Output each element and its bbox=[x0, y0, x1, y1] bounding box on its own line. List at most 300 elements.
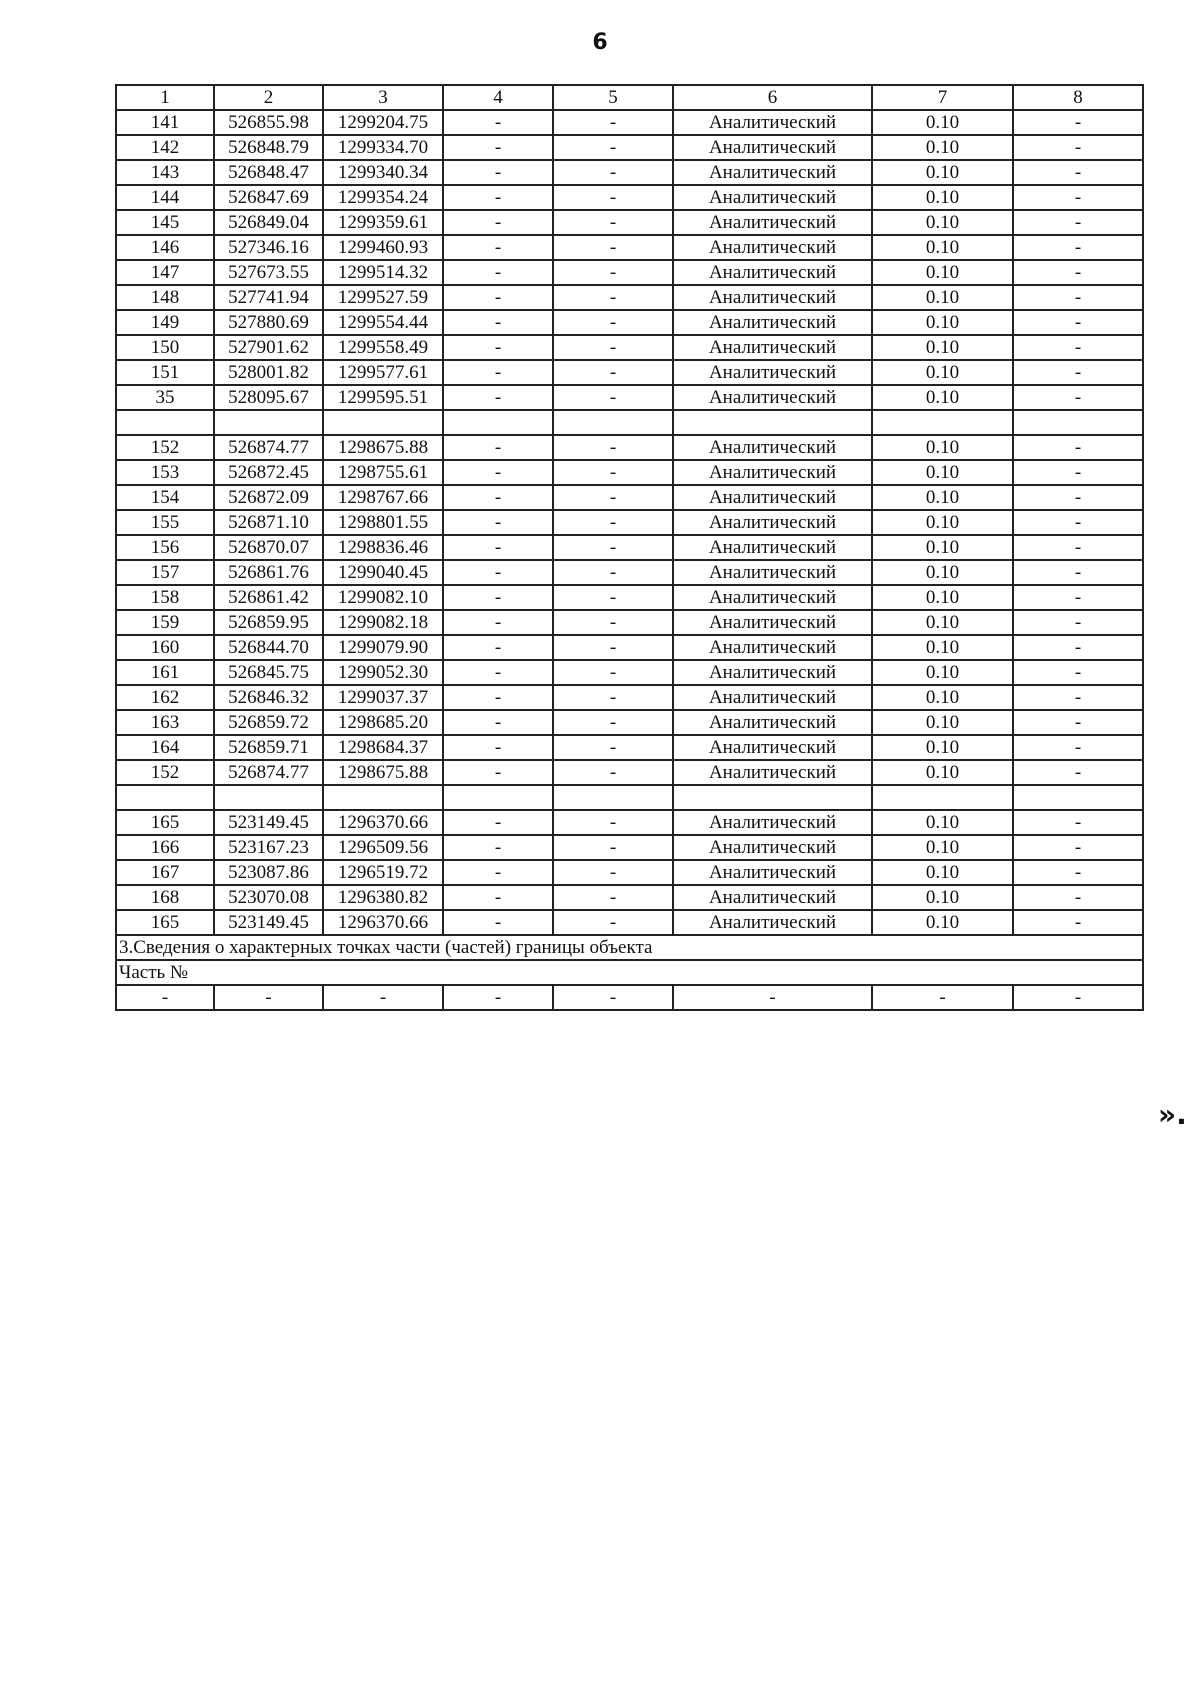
table-cell: - bbox=[1013, 110, 1143, 135]
table-cell: 144 bbox=[116, 185, 214, 210]
table-cell: Аналитический bbox=[673, 710, 872, 735]
table-cell: - bbox=[1013, 835, 1143, 860]
coordinates-sheet bbox=[115, 84, 1142, 1011]
table-cell: 1299340.34 bbox=[323, 160, 443, 185]
table-cell: Аналитический bbox=[673, 885, 872, 910]
table-cell: - bbox=[553, 110, 673, 135]
table-cell: Аналитический bbox=[673, 635, 872, 660]
table-cell: 142 bbox=[116, 135, 214, 160]
table-cell: - bbox=[1013, 435, 1143, 460]
table-cell: - bbox=[1013, 535, 1143, 560]
table-row bbox=[116, 185, 1143, 210]
table-cell: 527880.69 bbox=[214, 310, 323, 335]
table-cell bbox=[1013, 410, 1143, 435]
table-cell: 162 bbox=[116, 685, 214, 710]
table-cell: 157 bbox=[116, 560, 214, 585]
header-cell: 2 bbox=[214, 85, 323, 110]
table-cell: - bbox=[443, 160, 553, 185]
table-cell: - bbox=[443, 660, 553, 685]
table-cell: 526855.98 bbox=[214, 110, 323, 135]
table-cell: 1298684.37 bbox=[323, 735, 443, 760]
page-number: 6 bbox=[592, 30, 608, 55]
table-cell: - bbox=[1013, 985, 1143, 1010]
table-cell: 0.10 bbox=[872, 185, 1013, 210]
table-cell: 527346.16 bbox=[214, 235, 323, 260]
table-cell: - bbox=[1013, 385, 1143, 410]
table-cell: 526844.70 bbox=[214, 635, 323, 660]
table-cell: - bbox=[872, 985, 1013, 1010]
table-cell: 526874.77 bbox=[214, 760, 323, 785]
table-row bbox=[116, 835, 1143, 860]
table-cell: - bbox=[1013, 585, 1143, 610]
empty-part-row bbox=[116, 985, 1143, 1010]
section-title-row bbox=[116, 935, 1143, 960]
table-cell: 1299040.45 bbox=[323, 560, 443, 585]
table-cell: 0.10 bbox=[872, 660, 1013, 685]
table-cell: Аналитический bbox=[673, 660, 872, 685]
table-cell: 168 bbox=[116, 885, 214, 910]
table-cell: - bbox=[553, 610, 673, 635]
table-cell: 526870.07 bbox=[214, 535, 323, 560]
table-cell: 526847.69 bbox=[214, 185, 323, 210]
header-cell: 8 bbox=[1013, 85, 1143, 110]
table-cell: - bbox=[553, 485, 673, 510]
table-cell: 0.10 bbox=[872, 585, 1013, 610]
table-cell: 0.10 bbox=[872, 310, 1013, 335]
table-cell: Аналитический bbox=[673, 210, 872, 235]
table-cell: 161 bbox=[116, 660, 214, 685]
table-cell: 164 bbox=[116, 735, 214, 760]
table-cell: 151 bbox=[116, 360, 214, 385]
table-cell: 0.10 bbox=[872, 560, 1013, 585]
table-cell: 149 bbox=[116, 310, 214, 335]
table-cell: - bbox=[443, 385, 553, 410]
table-cell: 143 bbox=[116, 160, 214, 185]
table-cell: - bbox=[443, 310, 553, 335]
table-cell: 0.10 bbox=[872, 460, 1013, 485]
table-cell: Аналитический bbox=[673, 110, 872, 135]
table-cell: - bbox=[443, 860, 553, 885]
table-cell: - bbox=[443, 210, 553, 235]
table-row bbox=[116, 360, 1143, 385]
table-cell: - bbox=[1013, 285, 1143, 310]
table-cell: - bbox=[553, 860, 673, 885]
table-row bbox=[116, 260, 1143, 285]
table-cell: 159 bbox=[116, 610, 214, 635]
table-cell: 152 bbox=[116, 435, 214, 460]
table-cell: - bbox=[1013, 885, 1143, 910]
table-row bbox=[116, 635, 1143, 660]
table-cell: 526861.76 bbox=[214, 560, 323, 585]
table-cell: 526848.79 bbox=[214, 135, 323, 160]
table-cell: 154 bbox=[116, 485, 214, 510]
table-body bbox=[116, 85, 1143, 1010]
separator-row bbox=[116, 785, 1143, 810]
closing-quote-mark: ». bbox=[1158, 1098, 1187, 1131]
table-cell: 1298675.88 bbox=[323, 435, 443, 460]
table-cell: - bbox=[553, 160, 673, 185]
table-cell: - bbox=[553, 985, 673, 1010]
table-cell: - bbox=[553, 710, 673, 735]
table-cell: 0.10 bbox=[872, 260, 1013, 285]
table-cell: - bbox=[553, 335, 673, 360]
table-row bbox=[116, 335, 1143, 360]
table-cell: - bbox=[553, 810, 673, 835]
table-cell: 1298685.20 bbox=[323, 710, 443, 735]
table-row bbox=[116, 685, 1143, 710]
table-row bbox=[116, 235, 1143, 260]
table-cell: - bbox=[443, 885, 553, 910]
table-row bbox=[116, 885, 1143, 910]
table-cell: Аналитический bbox=[673, 435, 872, 460]
table-cell bbox=[214, 410, 323, 435]
table-cell: 1299558.49 bbox=[323, 335, 443, 360]
table-row bbox=[116, 810, 1143, 835]
table-cell: Аналитический bbox=[673, 835, 872, 860]
table-cell: 0.10 bbox=[872, 635, 1013, 660]
table-row bbox=[116, 560, 1143, 585]
table-cell: 1299359.61 bbox=[323, 210, 443, 235]
table-cell bbox=[323, 785, 443, 810]
table-cell: - bbox=[553, 260, 673, 285]
table-cell: 0.10 bbox=[872, 360, 1013, 385]
table-cell: Аналитический bbox=[673, 335, 872, 360]
header-cell: 4 bbox=[443, 85, 553, 110]
table-cell: 0.10 bbox=[872, 210, 1013, 235]
table-cell: 526859.72 bbox=[214, 710, 323, 735]
table-cell: 1299037.37 bbox=[323, 685, 443, 710]
table-cell: 1299334.70 bbox=[323, 135, 443, 160]
table-cell: - bbox=[443, 335, 553, 360]
table-cell: 0.10 bbox=[872, 835, 1013, 860]
coordinates-table bbox=[115, 84, 1144, 1011]
table-cell: 0.10 bbox=[872, 735, 1013, 760]
table-cell: 528095.67 bbox=[214, 385, 323, 410]
table-row bbox=[116, 310, 1143, 335]
table-cell: - bbox=[443, 985, 553, 1010]
table-cell: - bbox=[1013, 710, 1143, 735]
table-cell: 1299079.90 bbox=[323, 635, 443, 660]
table-cell: - bbox=[553, 635, 673, 660]
table-cell: - bbox=[1013, 160, 1143, 185]
table-cell: - bbox=[443, 535, 553, 560]
table-cell: 1296509.56 bbox=[323, 835, 443, 860]
section-title: 3.Сведения о характерных точках части (частей) границы объекта bbox=[116, 935, 1143, 960]
table-cell: 1298755.61 bbox=[323, 460, 443, 485]
table-cell: 526848.47 bbox=[214, 160, 323, 185]
table-cell: - bbox=[553, 685, 673, 710]
table-cell: - bbox=[1013, 210, 1143, 235]
table-cell: - bbox=[553, 310, 673, 335]
table-row bbox=[116, 285, 1143, 310]
table-row bbox=[116, 510, 1143, 535]
table-cell: 1299052.30 bbox=[323, 660, 443, 685]
table-cell: 145 bbox=[116, 210, 214, 235]
table-cell: 1298836.46 bbox=[323, 535, 443, 560]
table-cell: - bbox=[443, 460, 553, 485]
table-cell: 526872.45 bbox=[214, 460, 323, 485]
table-cell: - bbox=[443, 435, 553, 460]
table-cell: 167 bbox=[116, 860, 214, 885]
table-cell: - bbox=[443, 610, 553, 635]
table-cell: - bbox=[553, 835, 673, 860]
table-cell bbox=[214, 785, 323, 810]
table-cell: - bbox=[443, 735, 553, 760]
table-cell: 0.10 bbox=[872, 910, 1013, 935]
table-cell: 147 bbox=[116, 260, 214, 285]
table-cell: - bbox=[553, 285, 673, 310]
table-cell: 0.10 bbox=[872, 885, 1013, 910]
table-cell: - bbox=[443, 685, 553, 710]
table-cell: 160 bbox=[116, 635, 214, 660]
table-cell: - bbox=[443, 560, 553, 585]
table-cell: 0.10 bbox=[872, 235, 1013, 260]
table-cell: - bbox=[553, 585, 673, 610]
table-cell: - bbox=[443, 235, 553, 260]
table-cell bbox=[323, 410, 443, 435]
table-cell: Аналитический bbox=[673, 510, 872, 535]
table-cell: 1299204.75 bbox=[323, 110, 443, 135]
table-cell: - bbox=[553, 185, 673, 210]
table-cell: 526849.04 bbox=[214, 210, 323, 235]
table-row bbox=[116, 110, 1143, 135]
table-row bbox=[116, 760, 1143, 785]
table-cell: 526861.42 bbox=[214, 585, 323, 610]
table-cell: Аналитический bbox=[673, 685, 872, 710]
header-cell: 1 bbox=[116, 85, 214, 110]
table-cell: - bbox=[553, 910, 673, 935]
table-cell: 523167.23 bbox=[214, 835, 323, 860]
table-cell: 156 bbox=[116, 535, 214, 560]
table-cell: 526871.10 bbox=[214, 510, 323, 535]
table-cell: 1299595.51 bbox=[323, 385, 443, 410]
table-cell: - bbox=[443, 710, 553, 735]
table-row bbox=[116, 210, 1143, 235]
table-cell: 0.10 bbox=[872, 860, 1013, 885]
table-cell bbox=[443, 785, 553, 810]
table-cell bbox=[872, 785, 1013, 810]
table-cell: - bbox=[443, 585, 553, 610]
table-cell: - bbox=[1013, 660, 1143, 685]
table-cell: 0.10 bbox=[872, 160, 1013, 185]
table-cell: - bbox=[443, 910, 553, 935]
table-row bbox=[116, 585, 1143, 610]
table-cell: - bbox=[1013, 810, 1143, 835]
table-cell: 0.10 bbox=[872, 485, 1013, 510]
table-row bbox=[116, 385, 1143, 410]
table-cell: - bbox=[1013, 860, 1143, 885]
table-cell: 155 bbox=[116, 510, 214, 535]
table-cell: 0.10 bbox=[872, 435, 1013, 460]
table-cell: - bbox=[553, 385, 673, 410]
table-row bbox=[116, 485, 1143, 510]
table-cell: 1299514.32 bbox=[323, 260, 443, 285]
table-cell: - bbox=[553, 760, 673, 785]
table-cell: 0.10 bbox=[872, 710, 1013, 735]
table-cell: Аналитический bbox=[673, 160, 872, 185]
table-cell: - bbox=[1013, 460, 1143, 485]
table-cell bbox=[1013, 785, 1143, 810]
table-cell: - bbox=[1013, 135, 1143, 160]
table-cell: Аналитический bbox=[673, 560, 872, 585]
table-row bbox=[116, 710, 1143, 735]
table-cell: - bbox=[553, 360, 673, 385]
header-cell: 5 bbox=[553, 85, 673, 110]
table-cell: 1299527.59 bbox=[323, 285, 443, 310]
table-cell: - bbox=[553, 510, 673, 535]
table-cell: 527741.94 bbox=[214, 285, 323, 310]
table-cell: 1296370.66 bbox=[323, 910, 443, 935]
table-cell: - bbox=[1013, 235, 1143, 260]
table-cell: - bbox=[553, 885, 673, 910]
part-label-row bbox=[116, 960, 1143, 985]
table-cell: 526872.09 bbox=[214, 485, 323, 510]
table-cell: - bbox=[553, 735, 673, 760]
part-label: Часть № bbox=[116, 960, 1143, 985]
table-cell: Аналитический bbox=[673, 460, 872, 485]
table-cell: 0.10 bbox=[872, 510, 1013, 535]
table-cell: - bbox=[1013, 635, 1143, 660]
table-cell: 0.10 bbox=[872, 135, 1013, 160]
table-cell: - bbox=[443, 285, 553, 310]
table-cell: Аналитический bbox=[673, 185, 872, 210]
table-cell: Аналитический bbox=[673, 310, 872, 335]
table-cell: 1299460.93 bbox=[323, 235, 443, 260]
header-cell: 3 bbox=[323, 85, 443, 110]
table-cell: - bbox=[443, 185, 553, 210]
table-cell: Аналитический bbox=[673, 535, 872, 560]
table-cell: 526859.95 bbox=[214, 610, 323, 635]
table-row bbox=[116, 910, 1143, 935]
table-cell: Аналитический bbox=[673, 360, 872, 385]
table-cell: - bbox=[553, 535, 673, 560]
table-cell: Аналитический bbox=[673, 385, 872, 410]
table-cell: 1298675.88 bbox=[323, 760, 443, 785]
table-cell: 1296380.82 bbox=[323, 885, 443, 910]
table-cell: 163 bbox=[116, 710, 214, 735]
table-cell: Аналитический bbox=[673, 235, 872, 260]
table-cell: - bbox=[1013, 310, 1143, 335]
table-row bbox=[116, 660, 1143, 685]
table-cell: - bbox=[1013, 760, 1143, 785]
table-cell bbox=[553, 785, 673, 810]
table-cell: - bbox=[1013, 735, 1143, 760]
table-cell: 150 bbox=[116, 335, 214, 360]
table-cell: 141 bbox=[116, 110, 214, 135]
table-cell: - bbox=[116, 985, 214, 1010]
table-cell: 1298801.55 bbox=[323, 510, 443, 535]
table-row bbox=[116, 535, 1143, 560]
table-cell bbox=[872, 410, 1013, 435]
table-row bbox=[116, 435, 1143, 460]
table-cell: - bbox=[443, 135, 553, 160]
table-row bbox=[116, 135, 1143, 160]
table-cell: 0.10 bbox=[872, 110, 1013, 135]
table-cell: 523070.08 bbox=[214, 885, 323, 910]
table-cell: 35 bbox=[116, 385, 214, 410]
table-cell: 528001.82 bbox=[214, 360, 323, 385]
table-cell: 146 bbox=[116, 235, 214, 260]
table-cell: - bbox=[1013, 610, 1143, 635]
table-cell: Аналитический bbox=[673, 810, 872, 835]
table-cell: 526846.32 bbox=[214, 685, 323, 710]
table-cell: - bbox=[323, 985, 443, 1010]
table-header-row bbox=[116, 85, 1143, 110]
table-cell: - bbox=[1013, 335, 1143, 360]
table-cell: - bbox=[553, 460, 673, 485]
table-cell: 0.10 bbox=[872, 335, 1013, 360]
table-cell: 1299577.61 bbox=[323, 360, 443, 385]
table-cell: - bbox=[553, 660, 673, 685]
table-cell: - bbox=[443, 260, 553, 285]
table-cell: - bbox=[443, 510, 553, 535]
table-cell: 1296370.66 bbox=[323, 810, 443, 835]
table-cell: 148 bbox=[116, 285, 214, 310]
table-cell: Аналитический bbox=[673, 735, 872, 760]
table-cell: - bbox=[443, 485, 553, 510]
table-cell: Аналитический bbox=[673, 910, 872, 935]
table-cell: - bbox=[1013, 360, 1143, 385]
table-cell: 166 bbox=[116, 835, 214, 860]
table-cell: - bbox=[1013, 260, 1143, 285]
table-cell: - bbox=[1013, 485, 1143, 510]
table-cell: - bbox=[553, 135, 673, 160]
table-cell: Аналитический bbox=[673, 260, 872, 285]
table-cell: 158 bbox=[116, 585, 214, 610]
table-cell: - bbox=[1013, 510, 1143, 535]
table-cell: - bbox=[1013, 185, 1143, 210]
table-cell: 526859.71 bbox=[214, 735, 323, 760]
table-cell: 0.10 bbox=[872, 285, 1013, 310]
table-cell: - bbox=[443, 635, 553, 660]
table-cell bbox=[116, 410, 214, 435]
table-cell: - bbox=[1013, 685, 1143, 710]
table-cell: - bbox=[214, 985, 323, 1010]
table-row bbox=[116, 735, 1143, 760]
separator-row bbox=[116, 410, 1143, 435]
table-cell: - bbox=[1013, 560, 1143, 585]
table-cell: - bbox=[553, 210, 673, 235]
table-cell: 165 bbox=[116, 910, 214, 935]
table-cell: - bbox=[443, 110, 553, 135]
table-row bbox=[116, 860, 1143, 885]
table-cell: 153 bbox=[116, 460, 214, 485]
table-cell bbox=[116, 785, 214, 810]
table-cell: Аналитический bbox=[673, 610, 872, 635]
table-row bbox=[116, 460, 1143, 485]
table-cell: 523149.45 bbox=[214, 910, 323, 935]
table-cell: 165 bbox=[116, 810, 214, 835]
table-cell: 526845.75 bbox=[214, 660, 323, 685]
table-cell: 527901.62 bbox=[214, 335, 323, 360]
table-cell: 0.10 bbox=[872, 760, 1013, 785]
table-cell: 1296519.72 bbox=[323, 860, 443, 885]
table-cell bbox=[443, 410, 553, 435]
table-cell: - bbox=[553, 560, 673, 585]
table-cell: 0.10 bbox=[872, 535, 1013, 560]
table-cell: 152 bbox=[116, 760, 214, 785]
table-cell: 0.10 bbox=[872, 810, 1013, 835]
table-cell: - bbox=[443, 810, 553, 835]
table-cell: 523087.86 bbox=[214, 860, 323, 885]
table-cell: 1298767.66 bbox=[323, 485, 443, 510]
table-cell: - bbox=[553, 235, 673, 260]
table-row bbox=[116, 160, 1143, 185]
table-cell: 1299354.24 bbox=[323, 185, 443, 210]
table-cell: 523149.45 bbox=[214, 810, 323, 835]
table-cell: 1299554.44 bbox=[323, 310, 443, 335]
table-cell: - bbox=[443, 760, 553, 785]
